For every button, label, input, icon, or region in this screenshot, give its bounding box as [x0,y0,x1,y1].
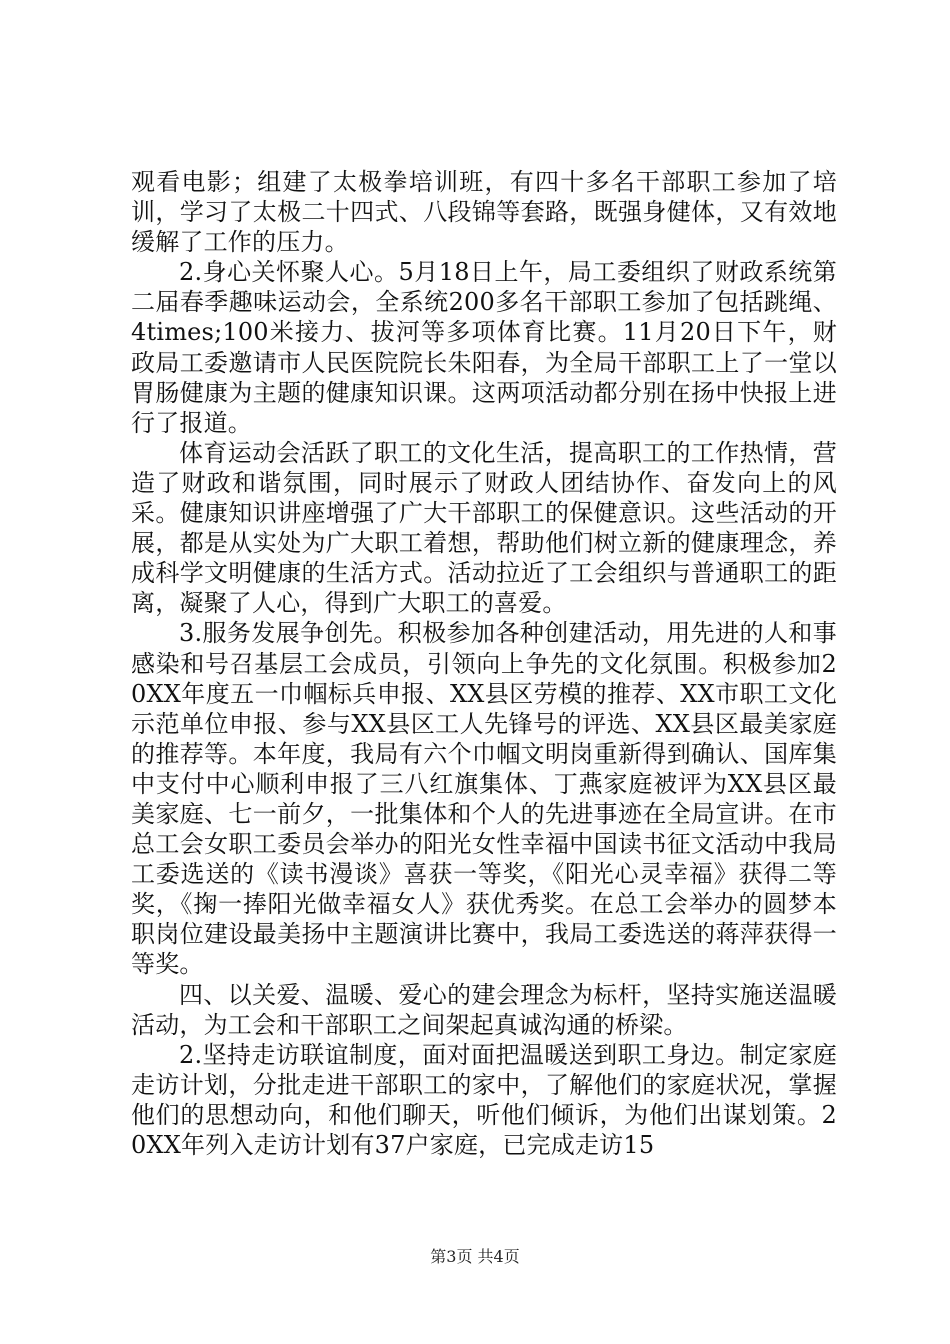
paragraph-2: 2.身心关怀聚人心。5月18日上午，局工委组织了财政系统第二届春季趣味运动会，全系统200多名干部职工参加了包括跳绳、4times;100米接力、拔河等多项体育比赛。11月20日下午，财政局工委邀请市人民医院院长朱阳春，为全局干部职工上了一堂以胃肠健康为主题的健康知识课。这两项活动都分别在扬中快报上进行了报道。 [131,258,837,437]
paragraph-4: 3.服务发展争创先。积极参加各种创建活动，用先进的人和事感染和号召基层工会成员，引领向上争先的文化氛围。积极参加20XX年度五一巾帼标兵申报、XX县区劳模的推荐、XX市职工文化示范单位申报、参与XX县区工人先锋号的评选、XX县区最美家庭的推荐等。本年度，我局有六个巾帼文明岗重新得到确认、国库集中支付中心顺利申报了三八红旗集体、丁燕家庭被评为XX县区最美家庭、七一前夕，一批集体和个人的先进事迹在全局宣讲。在市总工会女职工委员会举办的阳光女性幸福中国读书征文活动中我局工委选送的《读书漫谈》喜获一等奖，《阳光心灵幸福》获得二等奖，《掬一捧阳光做幸福女人》获优秀奖。在总工会举办的圆梦本职岗位建设最美扬中主题演讲比赛中，我局工委选送的蒋萍获得一等奖。 [131,619,837,979]
paragraph-3: 体育运动会活跃了职工的文化生活，提高职工的工作热情，营造了财政和谐氛围，同时展示了财政人团结协作、奋发向上的风采。健康知识讲座增强了广大干部职工的保健意识。这些活动的开展，都是从实处为广大职工着想，帮助他们树立新的健康理念，养成科学文明健康的生活方式。活动拉近了工会组织与普通职工的距离，凝聚了人心，得到广大职工的喜爱。 [131,438,837,618]
paragraph-1: 观看电影；组建了太极拳培训班，有四十多名干部职工参加了培训，学习了太极二十四式、八段锦等套路，既强身健体，又有效地缓解了工作的压力。 [131,168,837,257]
paragraph-5: 四、以关爱、温暖、爱心的建会理念为标杆，坚持实施送温暖活动，为工会和干部职工之间架起真诚沟通的桥梁。 [131,980,837,1039]
body-text [131,167,837,1160]
page-number-footer: 第3页 共4页 [430,1247,520,1266]
paragraph-6: 2.坚持走访联谊制度，面对面把温暖送到职工身边。制定家庭走访计划，分批走进干部职工的家中，了解他们的家庭状况，掌握他们的思想动向，和他们聊天，听他们倾诉，为他们出谋划策。20XX年列入走访计划有37户家庭，已完成走访15 [131,1040,837,1159]
